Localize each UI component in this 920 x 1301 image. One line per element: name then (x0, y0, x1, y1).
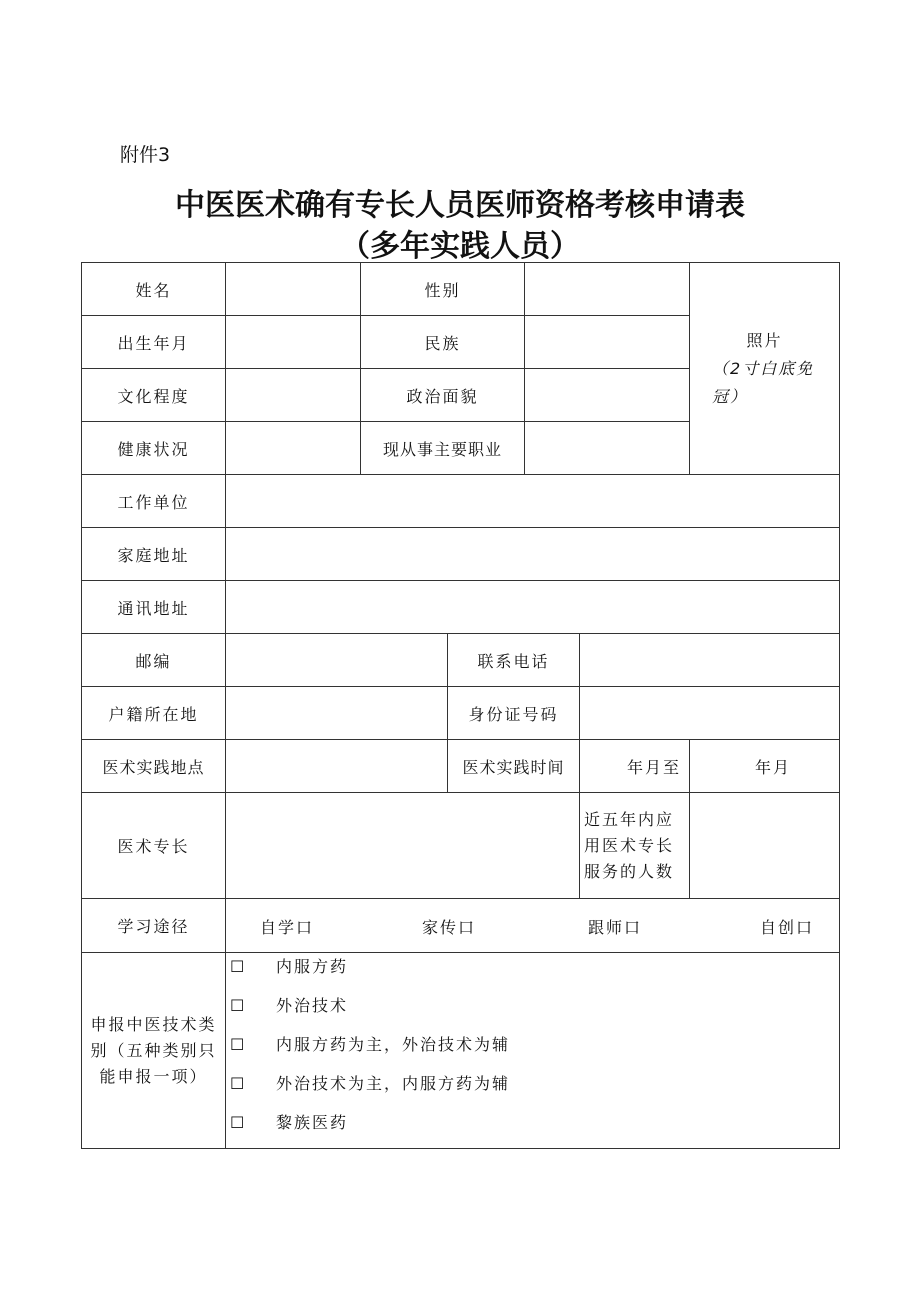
checkbox-icon[interactable]: ☐ (230, 1035, 247, 1054)
form-row-specialty (82, 793, 840, 899)
birth-field[interactable] (226, 316, 361, 369)
checkbox-icon[interactable]: ☐ (230, 996, 247, 1015)
mail-address-field[interactable] (226, 581, 840, 634)
learning-options (226, 899, 840, 953)
category-option-label: 外治技术为主，内服方药为辅 (276, 1074, 511, 1093)
name-label: 姓名 (82, 263, 226, 316)
category-option-label: 外治技术 (276, 996, 349, 1015)
learning-option-self[interactable]: 自学口 (260, 918, 315, 937)
id-number-label: 身份证号码 (448, 687, 580, 740)
gender-field[interactable] (525, 263, 690, 316)
ethnicity-field[interactable] (525, 316, 690, 369)
checkbox-icon[interactable]: ☐ (230, 1113, 247, 1132)
workplace-label: 工作单位 (82, 475, 226, 528)
photo-area (690, 263, 840, 475)
checkbox-icon[interactable]: ☐ (230, 957, 247, 976)
photo-label: 照片 (746, 330, 783, 350)
category-option[interactable] (226, 953, 839, 992)
form-row-learning (82, 899, 840, 953)
learning-label: 学习途径 (82, 899, 226, 953)
home-address-field[interactable] (226, 528, 840, 581)
form-row-mail-address (82, 581, 840, 634)
form-subtitle: （多年实践人员） (340, 229, 580, 264)
specialty-field[interactable] (226, 793, 580, 899)
household-field[interactable] (226, 687, 448, 740)
category-option[interactable] (226, 1031, 839, 1070)
household-label: 户籍所在地 (82, 687, 226, 740)
category-label: 申报中医技术类别（五种类别只能申报一项） (82, 953, 226, 1149)
photo-note: （2寸白底免冠） (712, 358, 815, 406)
postcode-label: 邮编 (82, 634, 226, 687)
form-row-workplace (82, 475, 840, 528)
health-field[interactable] (226, 422, 361, 475)
category-option[interactable] (226, 1109, 839, 1148)
birth-label: 出生年月 (82, 316, 226, 369)
learning-option-original[interactable]: 自创口 (760, 918, 815, 937)
ethnicity-label: 民族 (361, 316, 525, 369)
application-form-table (81, 262, 840, 1149)
home-address-label: 家庭地址 (82, 528, 226, 581)
gender-label: 性别 (361, 263, 525, 316)
practice-place-label: 医术实践地点 (82, 740, 226, 793)
form-row-home-address (82, 528, 840, 581)
form-row-category (82, 953, 840, 1149)
learning-option-family[interactable]: 家传口 (422, 918, 477, 937)
practice-time-label: 医术实践时间 (448, 740, 580, 793)
education-label: 文化程度 (82, 369, 226, 422)
political-label: 政治面貌 (361, 369, 525, 422)
form-row-household (82, 687, 840, 740)
occupation-field[interactable] (525, 422, 690, 475)
phone-label: 联系电话 (448, 634, 580, 687)
phone-field[interactable] (580, 634, 840, 687)
political-field[interactable] (525, 369, 690, 422)
served-count-field[interactable] (690, 793, 840, 899)
workplace-field[interactable] (226, 475, 840, 528)
served-count-label: 近五年内应用医术专长服务的人数 (580, 793, 690, 899)
education-field[interactable] (226, 369, 361, 422)
practice-time-from[interactable]: 年月至 (580, 740, 690, 793)
form-title: 中医医术确有专长人员医师资格考核申请表 (175, 188, 745, 223)
occupation-label: 现从事主要职业 (361, 422, 525, 475)
postcode-field[interactable] (226, 634, 448, 687)
practice-time-to[interactable]: 年月 (690, 740, 840, 793)
mail-address-label: 通讯地址 (82, 581, 226, 634)
category-option[interactable] (226, 992, 839, 1031)
category-option-label: 内服方药为主，外治技术为辅 (276, 1035, 511, 1054)
attachment-label: 附件3 (120, 144, 171, 166)
practice-place-field[interactable] (226, 740, 448, 793)
specialty-label: 医术专长 (82, 793, 226, 899)
id-number-field[interactable] (580, 687, 840, 740)
name-field[interactable] (226, 263, 361, 316)
category-option-label: 内服方药 (276, 957, 349, 976)
category-options (226, 953, 840, 1149)
checkbox-icon[interactable]: ☐ (230, 1074, 247, 1093)
learning-option-mentor[interactable]: 跟师口 (588, 918, 643, 937)
health-label: 健康状况 (82, 422, 226, 475)
form-row-practice (82, 740, 840, 793)
category-option[interactable] (226, 1070, 839, 1109)
form-row-name (82, 263, 840, 316)
form-row-postcode (82, 634, 840, 687)
category-option-label: 黎族医药 (276, 1113, 349, 1132)
